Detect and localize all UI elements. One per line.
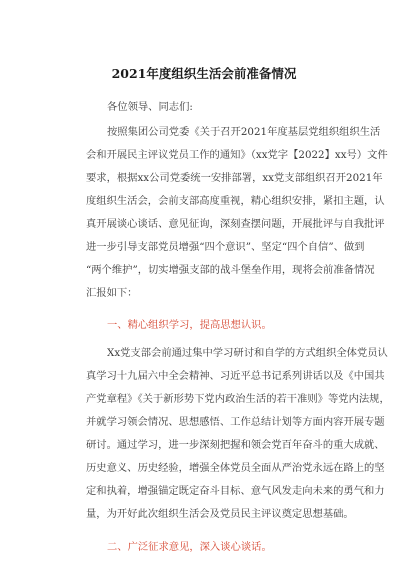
section-heading: 二、广泛征求意见，深入谈心谈话。 [107, 541, 272, 553]
paragraph-line: “两个维护”，切实增强支部的战斗堡垒作用，现将会前准备情况 [86, 264, 375, 276]
paragraph-line: 定和执着，增强锚定既定奋斗目标、意气风发走向未来的勇气和力 [86, 485, 385, 497]
paragraph-line: 汇报如下： [86, 287, 138, 299]
paragraph-line: Xx党支部会前通过集中学习研讨和自学的方式组织全体党员认 [107, 347, 388, 359]
section-heading: 一、精心组织学习，提高思想认识。 [107, 319, 272, 331]
paragraph-line: 真开展谈心谈话、意见征询，深刻查摆问题，开展批评与自我批评 [86, 218, 385, 230]
paragraph-line: 真学习十九届六中全会精神、习近平总书记系列讲话以及《中国共 [86, 370, 385, 382]
paragraph-line: 按照集团公司党委《关于召开2021年度基层党组织组织生活 [107, 126, 381, 138]
paragraph-line: 历史意义、历史经验，增强全体党员全面从严治党永远在路上的坚 [86, 462, 385, 474]
paragraph-line: 研讨。通过学习，进一步深刻把握和领会党百年奋斗的重大成就、 [86, 439, 385, 451]
salutation: 各位领导、同志们: [107, 101, 193, 113]
document-title: 2021年度组织生活会前准备情况 [111, 66, 297, 81]
paragraph-line: 度组织生活会，会前支部高度重视，精心组织安排，紧扣主题，认 [86, 195, 385, 207]
paragraph-line: 量，为开好此次组织生活会及党员民主评议奠定思想基础。 [86, 508, 354, 520]
paragraph-line: 进一步引导支部党员增强“四个意识”、坚定“四个自信”、做到 [86, 241, 365, 253]
paragraph-line: 产党章程》《关于新形势下党内政治生活的若干准则》等党内法规， [86, 393, 390, 405]
paragraph-line: 会和开展民主评议党员工作的通知》（xx党字【2022】xx号）文件 [86, 149, 388, 161]
paragraph-line: 要求，根据xx公司党委统一安排部署，xx党支部组织召开2021年 [86, 172, 383, 184]
paragraph-line: 并就学习领会情况、思想感悟、工作总结计划等方面内容开展专题 [86, 416, 385, 428]
